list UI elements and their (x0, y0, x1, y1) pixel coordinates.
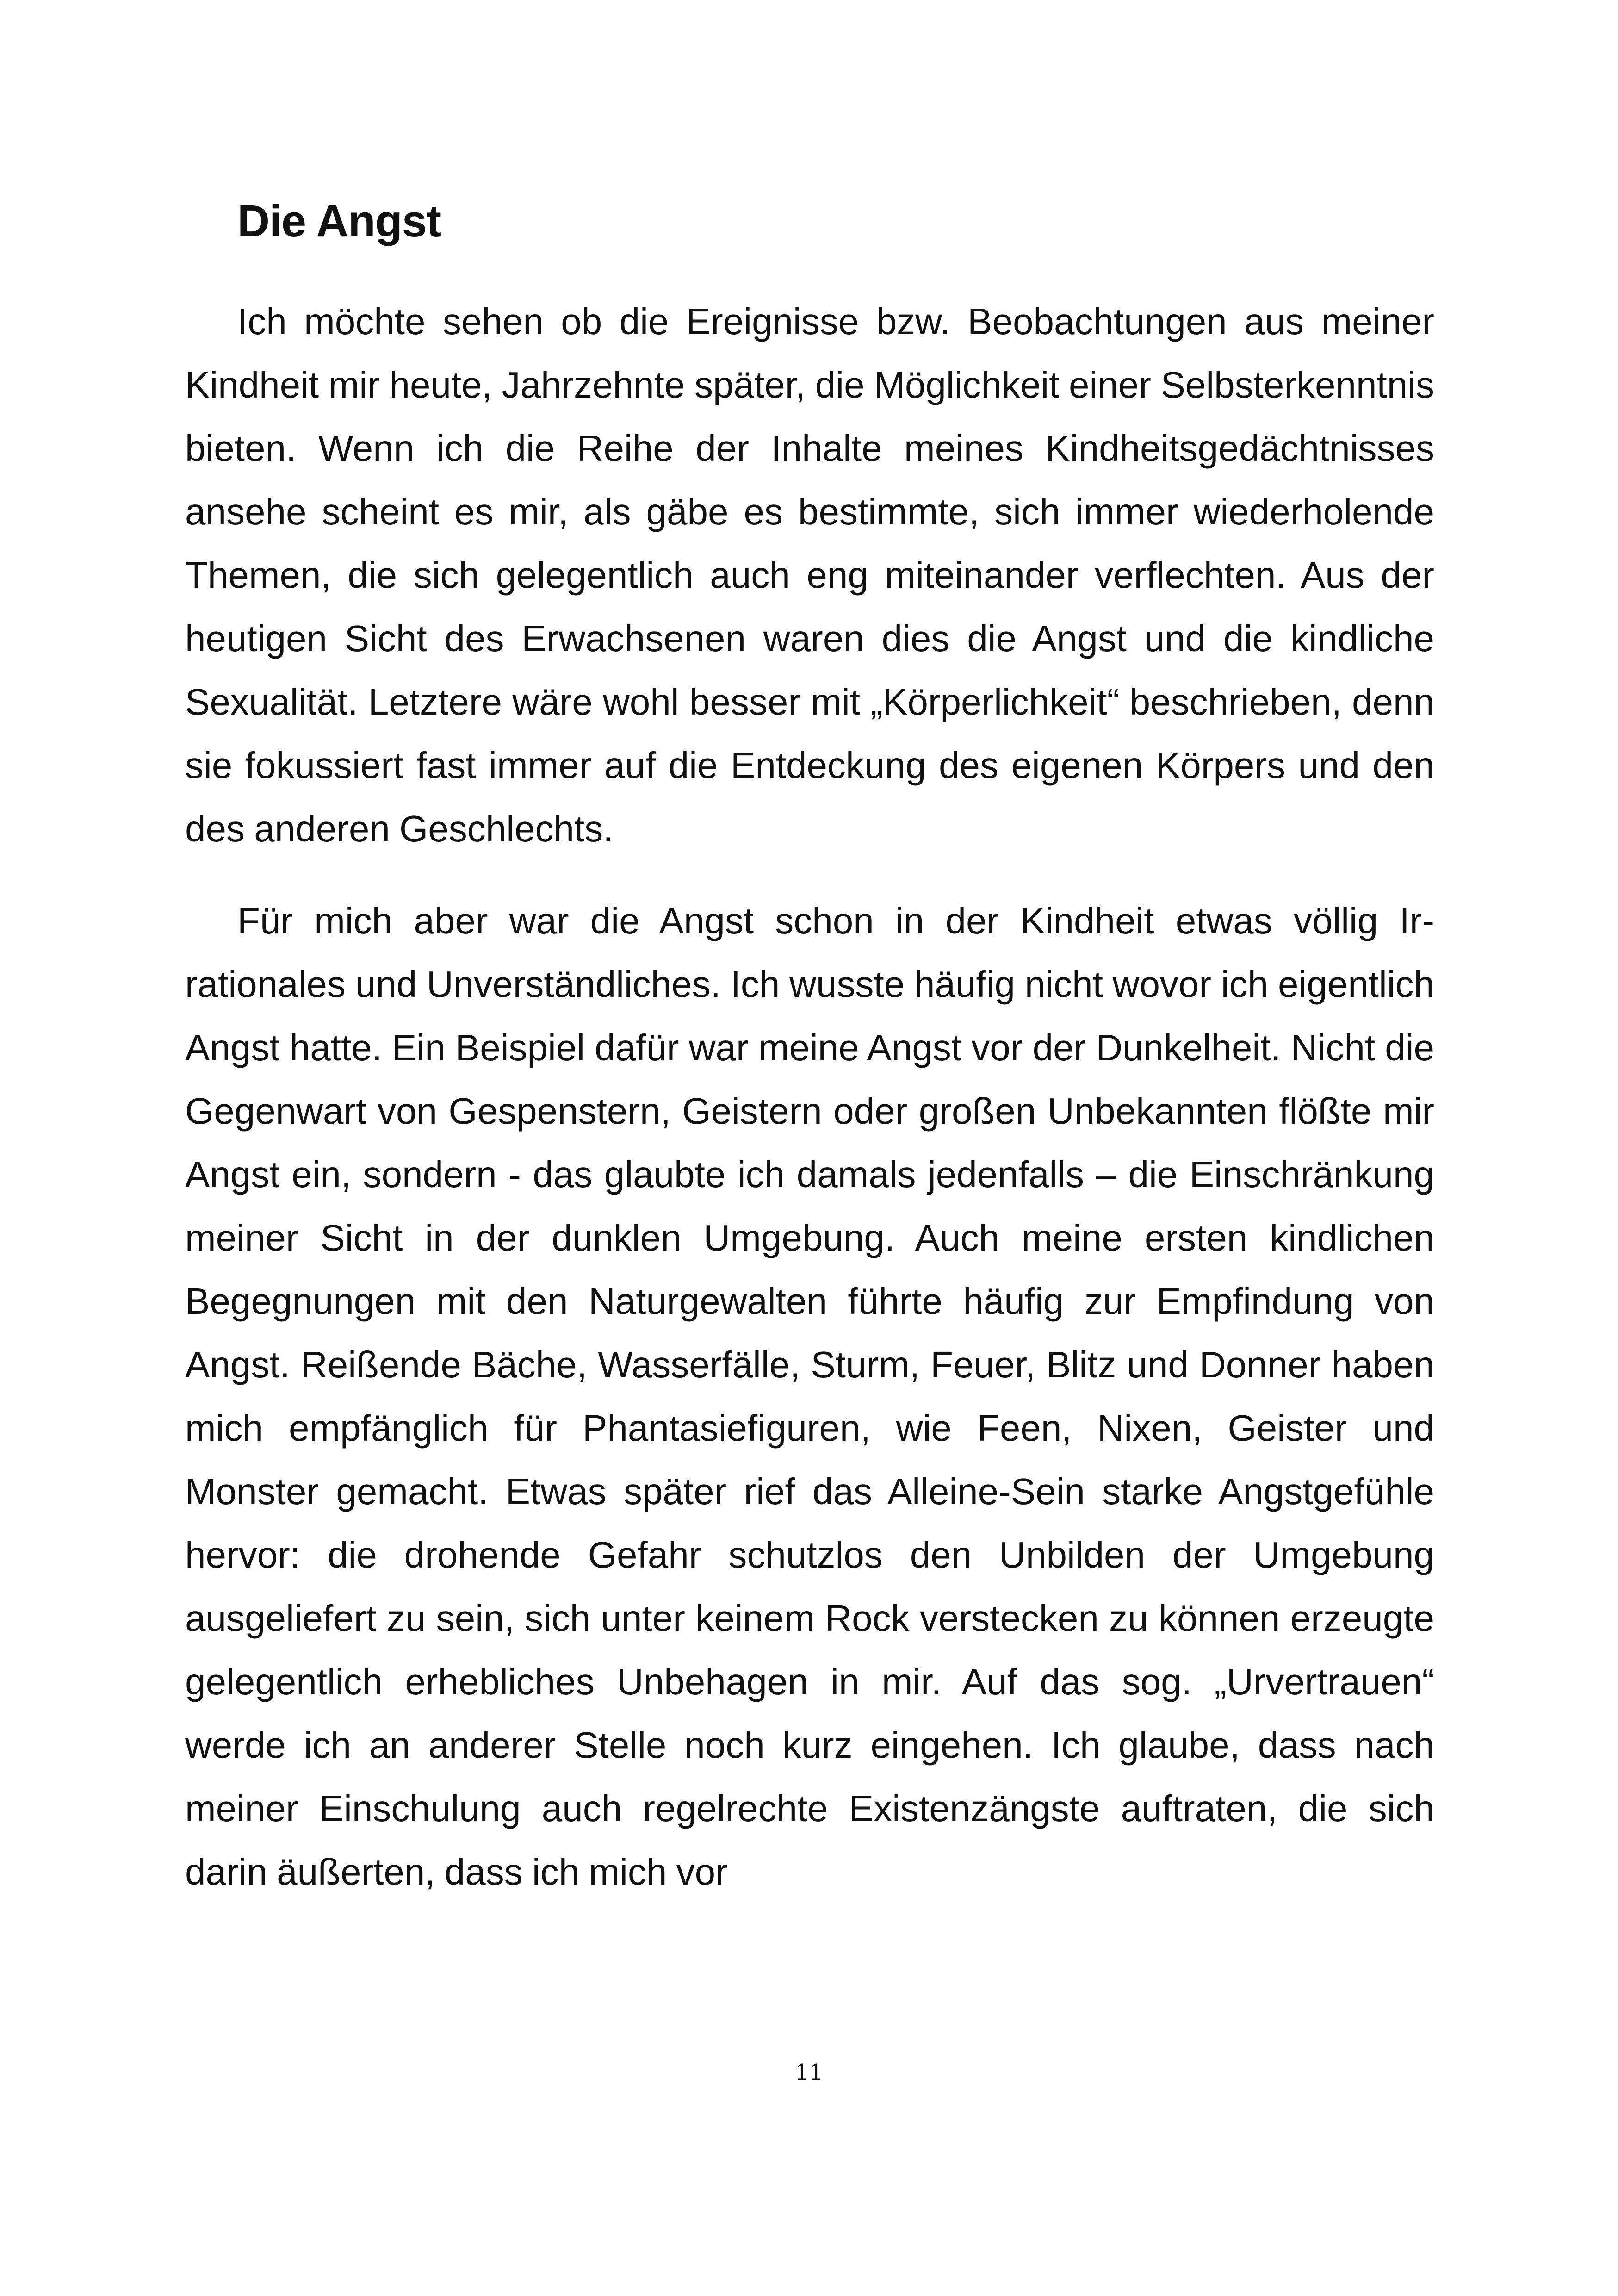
paragraph-2-text: Für mich aber war die Angst schon in der Kindheit etwas völlig Irrationales und Unverständliches. Ich wusste häufig nicht wovor ich eigentlich Angst hatte. Ein Beispiel dafür war meine Angst vor der Dunkelheit. Nicht die Gegenwart von Gespenstern, Geistern oder großen Unbekannten flößte mir Angst ein, sondern - das glaubte ich damals jedenfalls – die Einschränkung meiner Sicht in der dunklen Umgebung. Auch meine ersten kindlichen Begegnungen mit den Naturgewalten führte häufig zur Empfindung von Angst. Reißende Bäche, Wasserfälle, Sturm, Feuer, Blitz und Donner haben mich empfänglich für Phantasiefiguren, wie Feen, Nixen, Geister und Monster gemacht. Etwas später rief das Alleine-Sein starke Angstgefühle hervor: die drohende Gefahr schutzlos den Unbilden der Umgebung ausgeliefert zu sein, sich unter keinem Rock verstecken zu können erzeugte gelegentlich erhebliches Unbehagen in mir. Auf das sog. „Urvertrauen“ werde ich an anderer Stelle noch kurz eingehen. Ich glaube, dass nach meiner Einschulung auch regelrechte Existenzängste auftraten, die sich darin äußerten, dass ich mich vor (185, 900, 1434, 1892)
page-number: 11 (794, 2060, 824, 2085)
paragraph-1 (185, 290, 1434, 860)
chapter-heading: Die Angst (237, 196, 441, 246)
paragraph-1-text: Ich möchte sehen ob die Ereignisse bzw. Beobachtungen aus meiner Kindheit mir heute, Jahrzehnte später, die Möglichkeit einer Selbsterkenntnis bieten. Wenn ich die Reihe der Inhalte meines Kindheitsgedächtnisses ansehe scheint es mir, als gäbe es bestimmte, sich immer wiederholende Themen, die sich gelegentlich auch eng miteinander verflechten. Aus der heutigen Sicht des Erwachsenen waren dies die Angst und die kindliche Sexualität. Letztere wäre wohl besser mit „Körperlichkeit“ beschrieben, denn sie fokussiert fast immer auf die Entdeckung des eigenen Körpers und den des anderen Geschlechts. (185, 301, 1434, 849)
paragraph-2 (185, 889, 1434, 1904)
body-text (185, 290, 1434, 1904)
